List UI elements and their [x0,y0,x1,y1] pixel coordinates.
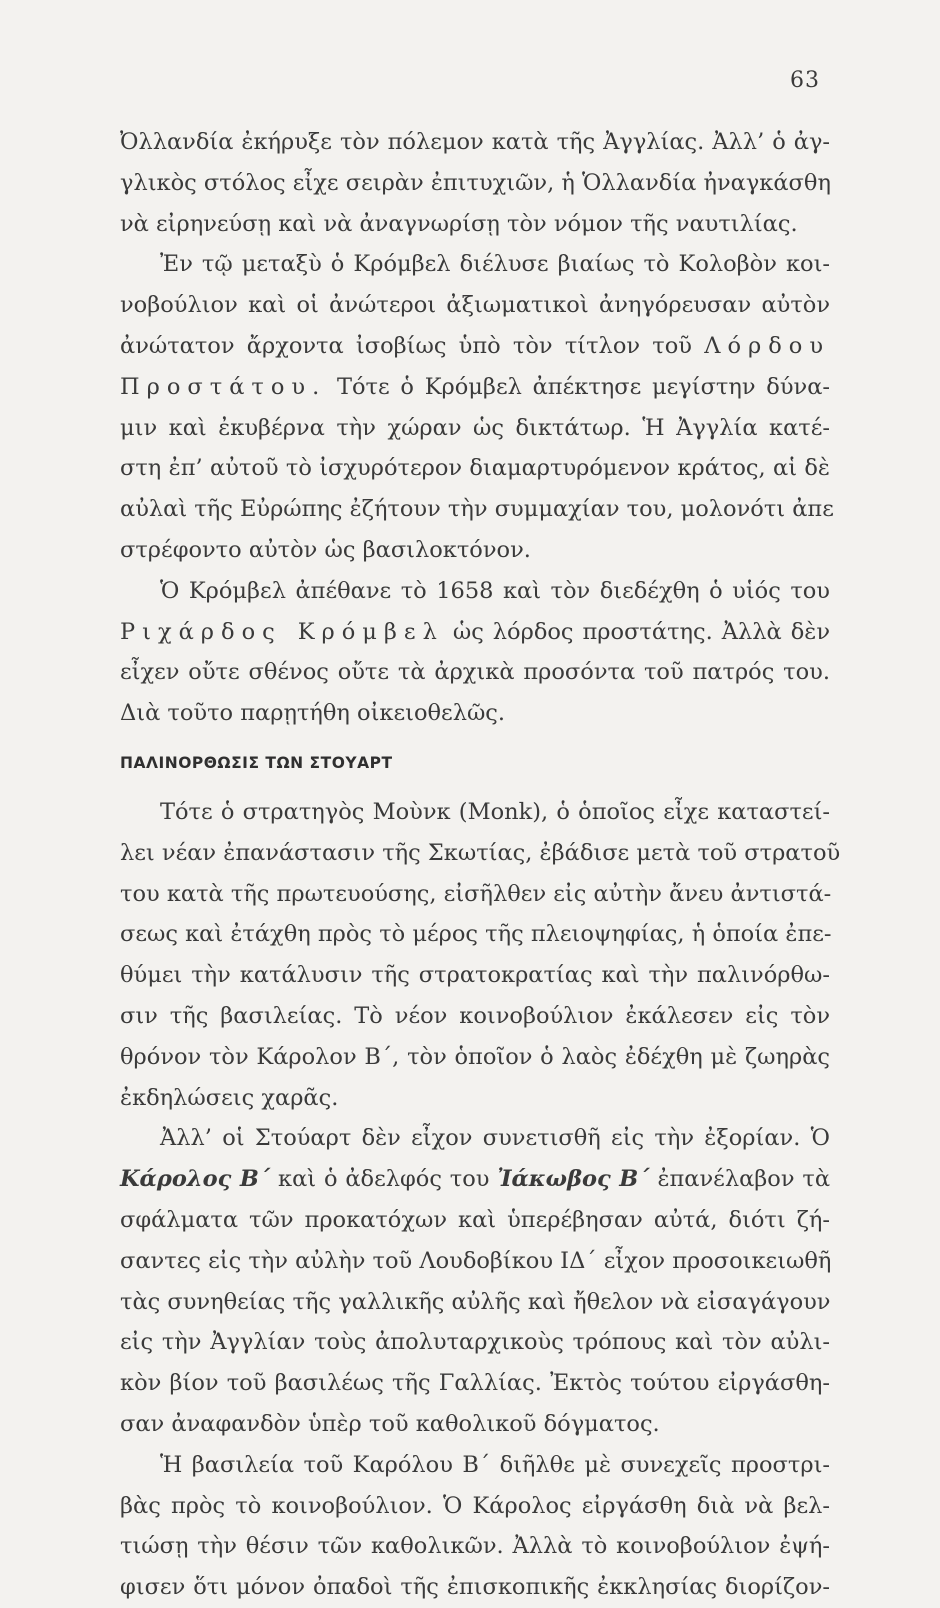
text-line: σφάλματα τῶν προκατόχων καὶ ὑπερέβησαν αὐτά, διότι ζή- [120,1206,830,1233]
text-line: νὰ εἰρηνεύσῃ καὶ νὰ ἀναγνωρίσῃ τὸν νόμον τῆς ναυτιλίας. [120,210,798,237]
text-line: Ἡ βασιλεία τοῦ Καρόλου Β΄ διῆλθε μὲ συνεχεῖς προστρι- [160,1451,830,1478]
text-line: θύμει τὴν κατάλυσιν τῆς στρατοκρατίας καὶ τὴν παλινόρθω- [120,962,830,989]
body-text [120,122,841,1608]
text-line: εἰς τὴν Ἀγγλίαν τοὺς ἀπολυταρχικοὺς τρόπους καὶ τὸν αὐλι- [120,1329,830,1356]
text-line: Διὰ τοῦτο παρῃτήθη οἰκειοθελῶς. [120,700,506,727]
text-line: λει νέαν ἐπανάστασιν τῆς Σκωτίας, ἐβάδισε μετὰ τοῦ στρατοῦ [120,839,841,866]
spaced-name: Ριχάρδος Κρόμβελ [120,618,444,645]
text-line: Ὁ Κρόμβελ ἀπέθανε τὸ 1658 καὶ τὸν διεδέχθη ὁ υἱός του [160,577,830,604]
text-line: νοβούλιον καὶ οἱ ἀνώτεροι ἀξιωματικοὶ ἀνηγόρευσαν αὐτὸν [120,292,830,319]
text-line: εἶχεν οὔτε σθένος οὔτε τὰ ἀρχικὰ προσόντα τοῦ πατρός του. [120,659,830,686]
text-fragment: ἐπανέλαβον τὰ [657,1166,831,1193]
text-line: αὐλαὶ τῆς Εὐρώπης ἐζήτουν τὴν συμμαχίαν του, μολονότι ἀπε [120,496,834,523]
text-fragment: ὡς λόρδος προστάτης. Ἀλλὰ δὲν [452,618,830,645]
text-line: Ὀλλανδία ἐκήρυξε τὸν πόλεμον κατὰ τῆς Ἀγγλίας. Ἀλλ’ ὁ ἀγ- [120,129,830,155]
text-line: φισεν ὅτι μόνον ὀπαδοὶ τῆς ἐπισκοπικῆς ἐκκλησίας διορίζον- [120,1574,830,1601]
text-line: σαντες εἰς τὴν αὐλὴν τοῦ Λουδοβίκου ΙΔ΄ εἶχον προσοικειωθῆ [120,1247,832,1274]
page-number: 63 [790,68,820,93]
text-line: γλικὸς στόλος εἶχε σειρὰν ἐπιτυχιῶν, ἡ Ὁλλανδία ἠναγκάσθη [120,169,831,196]
emphasized-name: Κάρολος Β΄ [120,1166,271,1193]
section-heading: ΠΑΛΙΝΟΡΘΩΣΙΣ ΤΩΝ ΣΤΟΥΑΡΤ [120,753,393,772]
text-line: κὸν βίον τοῦ βασιλέως τῆς Γαλλίας. Ἐκτὸς τούτου εἰργάσθη- [120,1370,830,1397]
text-line [120,612,830,653]
text-fragment: ἀνώτατον ἄρχοντα ἰσοβίως ὑπὸ τὸν τίτλον τοῦ [120,332,692,359]
text-line: σαν ἀναφανδὸν ὑπὲρ τοῦ καθολικοῦ δόγματος. [120,1410,660,1437]
text-line: τιώσῃ τὴν θέσιν τῶν καθολικῶν. Ἀλλὰ τὸ κοινοβούλιον ἐψή- [120,1533,830,1560]
text-line [120,1159,830,1200]
spaced-title: Προστάτου. [120,373,327,400]
text-line [120,326,830,367]
text-line: του κατὰ τῆς πρωτευούσης, εἰσῆλθεν εἰς αὐτὴν ἄνευ ἀντιστά- [120,880,832,907]
text-line: σιν τῆς βασιλείας. Τὸ νέον κοινοβούλιον ἐκάλεσεν εἰς τὸν [120,1002,830,1029]
text-line: στρέφοντο αὐτὸν ὡς βασιλοκτόνον. [120,536,531,563]
text-line: Ἐν τῷ μεταξὺ ὁ Κρόμβελ διέλυσε βιαίως τὸ Κολοβὸν κοι- [160,251,830,278]
text-line: θρόνον τὸν Κάρολον Β΄, τὸν ὁποῖον ὁ λαὸς ἐδέχθη μὲ ζωηρὰς [120,1043,830,1070]
text-line: βὰς πρὸς τὸ κοινοβούλιον. Ὁ Κάρολος εἰργάσθη διὰ νὰ βελ- [120,1492,830,1519]
text-line: Τότε ὁ στρατηγὸς Μοὺνκ (Monk), ὁ ὁποῖος εἶχε καταστεί- [160,798,830,825]
text-line: ἐκδηλώσεις χαρᾶς. [120,1084,339,1111]
text-fragment: Τότε ὁ Κρόμβελ ἀπέκτησε μεγίστην δύνα- [337,373,830,400]
text-line: τὰς συνηθείας τῆς γαλλικῆς αὐλῆς καὶ ἤθελον νὰ εἰσαγάγουν [120,1288,831,1315]
text-line: σεως καὶ ἐτάχθη πρὸς τὸ μέρος τῆς πλειοψηφίας, ἡ ὁποία ἐπε- [120,921,832,948]
emphasized-name: Ἰάκωβος Β΄ [497,1166,650,1193]
spaced-title: Λόρδου [704,332,830,359]
text-line: στη ἐπ’ αὐτοῦ τὸ ἰσχυρότερον διαμαρτυρόμενον κράτος, αἱ δὲ [120,455,830,482]
text-line [120,367,830,408]
text-fragment: καὶ ὁ ἀδελφός του [278,1166,490,1193]
text-line: μιν καὶ ἐκυβέρνα τὴν χώραν ὡς δικτάτωρ. Ἡ Ἀγγλία κατέ- [120,414,830,441]
text-line: Ἀλλ’ οἱ Στούαρτ δὲν εἶχον συνετισθῆ εἰς τὴν ἐξορίαν. Ὁ [160,1125,830,1152]
